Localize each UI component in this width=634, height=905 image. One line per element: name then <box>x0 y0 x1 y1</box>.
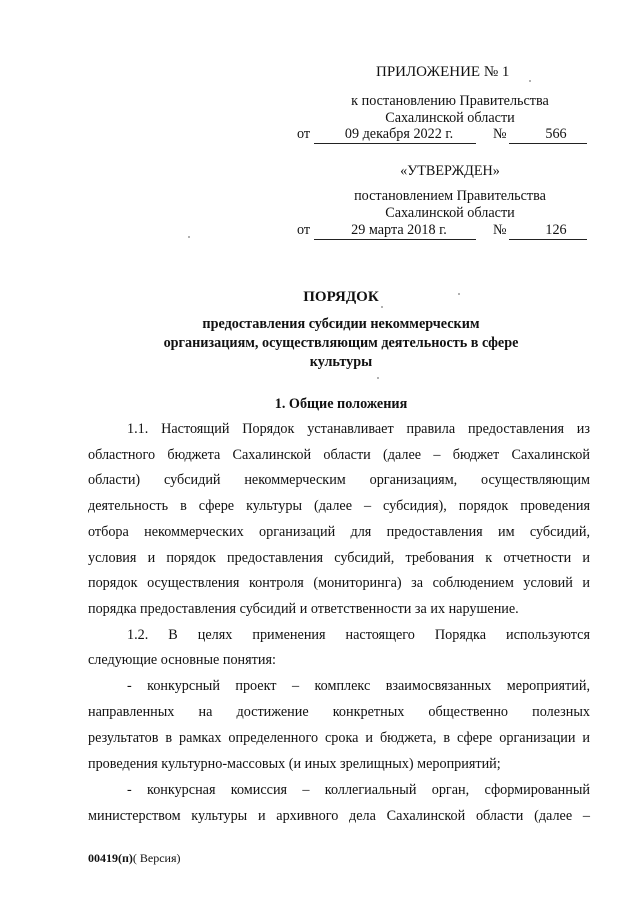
paragraph-line: 1.2. В целях применения настоящего Порядка используются <box>127 627 590 643</box>
document-code: 00419(п) <box>88 851 133 865</box>
scan-speck <box>458 293 460 295</box>
from-label: от <box>297 222 311 238</box>
scan-speck <box>381 306 383 308</box>
version-label: ( Версия) <box>132 851 181 865</box>
approved-by-line1: постановлением Правительства <box>354 188 546 204</box>
paragraph-line: области) субсидий некоммерческим организациям, осуществляющим <box>88 472 590 488</box>
paragraph-line: проведения культурно-массовых (и иных зрелищных) мероприятий; <box>88 756 501 772</box>
approved-stamp-row <box>297 222 589 240</box>
approved-title: «УТВЕРЖДЕН» <box>400 163 500 179</box>
approved-by-line2: Сахалинской области <box>385 205 515 221</box>
paragraph-line: следующие основные понятия: <box>88 652 276 668</box>
paragraph-line: - конкурсный проект – комплекс взаимосвязанных мероприятий, <box>127 678 590 694</box>
section-heading: 1. Общие положения <box>274 396 408 412</box>
footer-code <box>88 851 181 866</box>
paragraph-line: областного бюджета Сахалинской области (далее – бюджет Сахалинской <box>88 447 590 463</box>
appendix-date: 09 декабря 2022 г. <box>314 126 476 144</box>
approved-number: 126 <box>509 222 587 240</box>
paragraph-line: порядок осуществления контроля (мониторинга) за соблюдением условий и <box>88 575 590 591</box>
number-label: № <box>493 222 507 238</box>
approved-date: 29 марта 2018 г. <box>314 222 476 240</box>
paragraph-line: 1.1. Настоящий Порядок устанавливает правила предоставления из <box>127 421 590 437</box>
document-subtitle-line3: культуры <box>309 354 373 370</box>
document-title: ПОРЯДОК <box>303 289 379 305</box>
appendix-to-line1: к постановлению Правительства <box>351 93 549 109</box>
paragraph-line: отбора некоммерческих организаций для предоставления им субсидий, <box>88 524 590 540</box>
scan-speck <box>188 236 190 238</box>
scan-speck <box>529 80 531 82</box>
number-label: № <box>493 126 507 142</box>
paragraph-line: министерством культуры и архивного дела Сахалинской области (далее – <box>88 808 590 824</box>
paragraph-line: условия и порядок предоставления субсидий, требования к отчетности и <box>88 550 590 566</box>
paragraph-line: результатов в рамках определенного срока и бюджета, в сфере организации и <box>88 730 590 746</box>
document-subtitle-line2: организациям, осуществляющим деятельность в сфере <box>163 335 519 351</box>
scan-speck <box>377 377 379 379</box>
appendix-to-line2: Сахалинской области <box>385 110 515 126</box>
from-label: от <box>297 126 311 142</box>
appendix-stamp-row <box>297 126 589 144</box>
paragraph-line: деятельность в сфере культуры (далее – субсидия), порядок проведения <box>88 498 590 514</box>
appendix-number: 566 <box>509 126 587 144</box>
paragraph-line: - конкурсная комиссия – коллегиальный орган, сформированный <box>127 782 590 798</box>
appendix-title: ПРИЛОЖЕНИЕ № 1 <box>376 64 510 80</box>
document-subtitle-line1: предоставления субсидии некоммерческим <box>202 316 480 332</box>
paragraph-line: порядка предоставления субсидий и ответственности за их нарушение. <box>88 601 519 617</box>
paragraph-line: направленных на достижение конкретных общественно полезных <box>88 704 590 720</box>
